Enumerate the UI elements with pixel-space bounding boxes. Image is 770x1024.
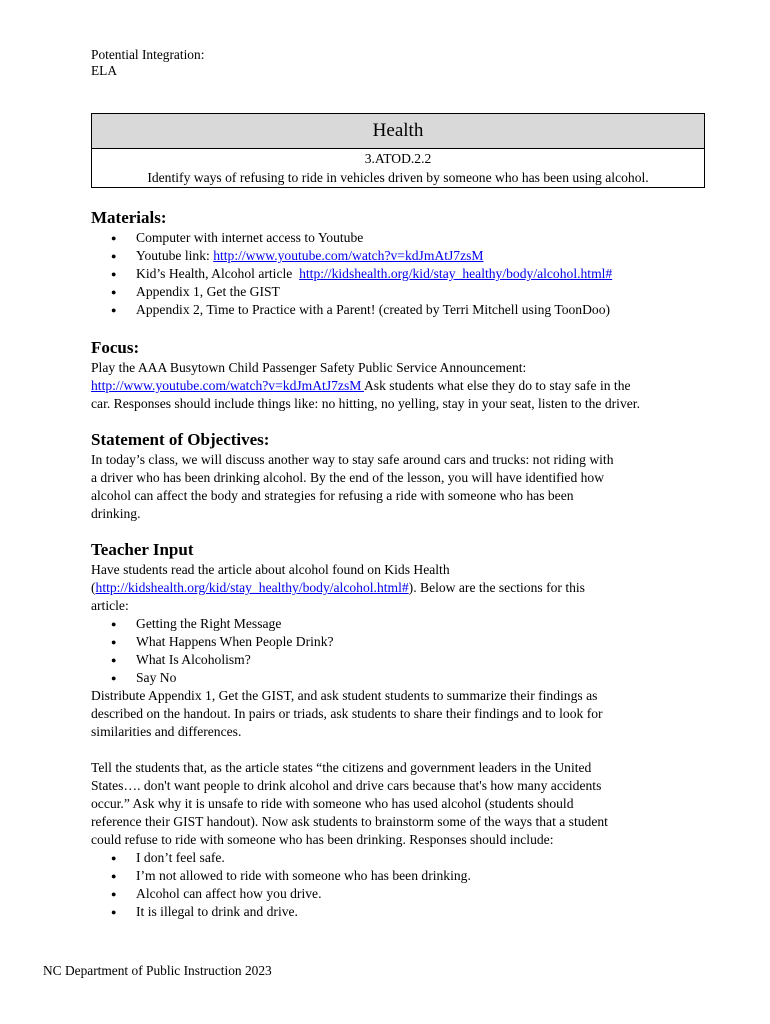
focus-section — [91, 337, 706, 413]
list-item: ● Computer with internet access to Youtube — [91, 229, 706, 247]
kidshealth-link[interactable]: http://kidshealth.org/kid/stay_healthy/body/alcohol.html# — [299, 266, 613, 281]
teacher-input-heading: Teacher Input — [91, 540, 194, 559]
list-item: ● What Happens When People Drink? — [91, 633, 706, 651]
teacher-input-section — [91, 539, 706, 921]
responses-list — [91, 849, 706, 921]
list-item: ● It is illegal to drink and drive. — [91, 903, 706, 921]
focus-text: Play the AAA Busytown Child Passenger Safety Public Service Announcement: http://www.youtube.com/watch?v=kdJmAtJ7zsM Ask students what else they do to stay safe in the car. Responses should include things like: no hitting, no yelling, stay in your seat, listen to the driver. — [91, 360, 640, 411]
page-footer: NC Department of Public Instruction 2023 — [43, 963, 272, 978]
focus-youtube-link[interactable]: http://www.youtube.com/watch?v=kdJmAtJ7zsM — [91, 378, 364, 393]
list-item: ● Appendix 2, Time to Practice with a Parent! (created by Terri Mitchell using ToonDoo) — [91, 301, 706, 319]
standard-code: 3.ATOD.2.2 — [364, 151, 432, 166]
youtube-link[interactable]: http://www.youtube.com/watch?v=kdJmAtJ7zsM — [213, 248, 484, 263]
list-item: ● Say No — [91, 669, 706, 687]
article-link[interactable]: http://kidshealth.org/kid/stay_healthy/body/alcohol.html# — [95, 580, 409, 595]
article-sections-list — [91, 615, 706, 687]
list-item: ● What Is Alcoholism? — [91, 651, 706, 669]
teacher-input-intro: Have students read the article about alcohol found on Kids Health (http://kidshealth.org/kid/stay_healthy/body/alcohol.html#). Below are the sections for this article: — [91, 562, 585, 613]
list-item: ● Appendix 1, Get the GIST — [91, 283, 706, 301]
list-item: ● I’m not allowed to ride with someone who has been drinking. — [91, 867, 706, 885]
objectives-section — [91, 429, 706, 523]
list-item: ● Kid’s Health, Alcohol article http://kidshealth.org/kid/stay_healthy/body/alcohol.html# — [91, 265, 706, 283]
objectives-text: In today’s class, we will discuss another way to stay safe around cars and trucks: not riding with a driver who has been drinking alcohol. By the end of the lesson, you will have identified how alcohol can affect the body and strategies for refusing a ride with someone who has been drinking. — [91, 452, 614, 521]
materials-list — [91, 229, 706, 319]
list-item: ● I don’t feel safe. — [91, 849, 706, 867]
focus-heading: Focus: — [91, 338, 140, 357]
list-item: ● Youtube link: http://www.youtube.com/watch?v=kdJmAtJ7zsM — [91, 247, 706, 265]
integration-subject: ELA — [91, 63, 118, 78]
tell-paragraph: Tell the students that, as the article states “the citizens and government leaders in the United States…. don't want people to drink alcohol and drive cars because that's how many accidents occur.” Ask why it is unsafe to ride with someone who has used alcohol (students should reference their GIST handout). Now ask students to brainstorm some of the ways that a student could refuse to ride with someone who has been drinking. Responses should include: — [91, 760, 608, 847]
header-note — [91, 47, 705, 79]
integration-label: Potential Integration: — [91, 47, 205, 62]
distribute-paragraph: Distribute Appendix 1, Get the GIST, and ask student students to summarize their findings as described on the handout. In pairs or triads, ask students to share their findings and to look for similarities and differences. — [91, 688, 603, 739]
objectives-heading: Statement of Objectives: — [91, 430, 270, 449]
standard-description: Identify ways of refusing to ride in vehicles driven by someone who has been using alcohol. — [147, 170, 649, 185]
standard-box — [91, 113, 705, 188]
materials-section — [91, 207, 706, 319]
list-item: ● Alcohol can affect how you drive. — [91, 885, 706, 903]
standard-subject: Health — [92, 114, 704, 149]
list-item: ● Getting the Right Message — [91, 615, 706, 633]
materials-heading: Materials: — [91, 208, 167, 227]
